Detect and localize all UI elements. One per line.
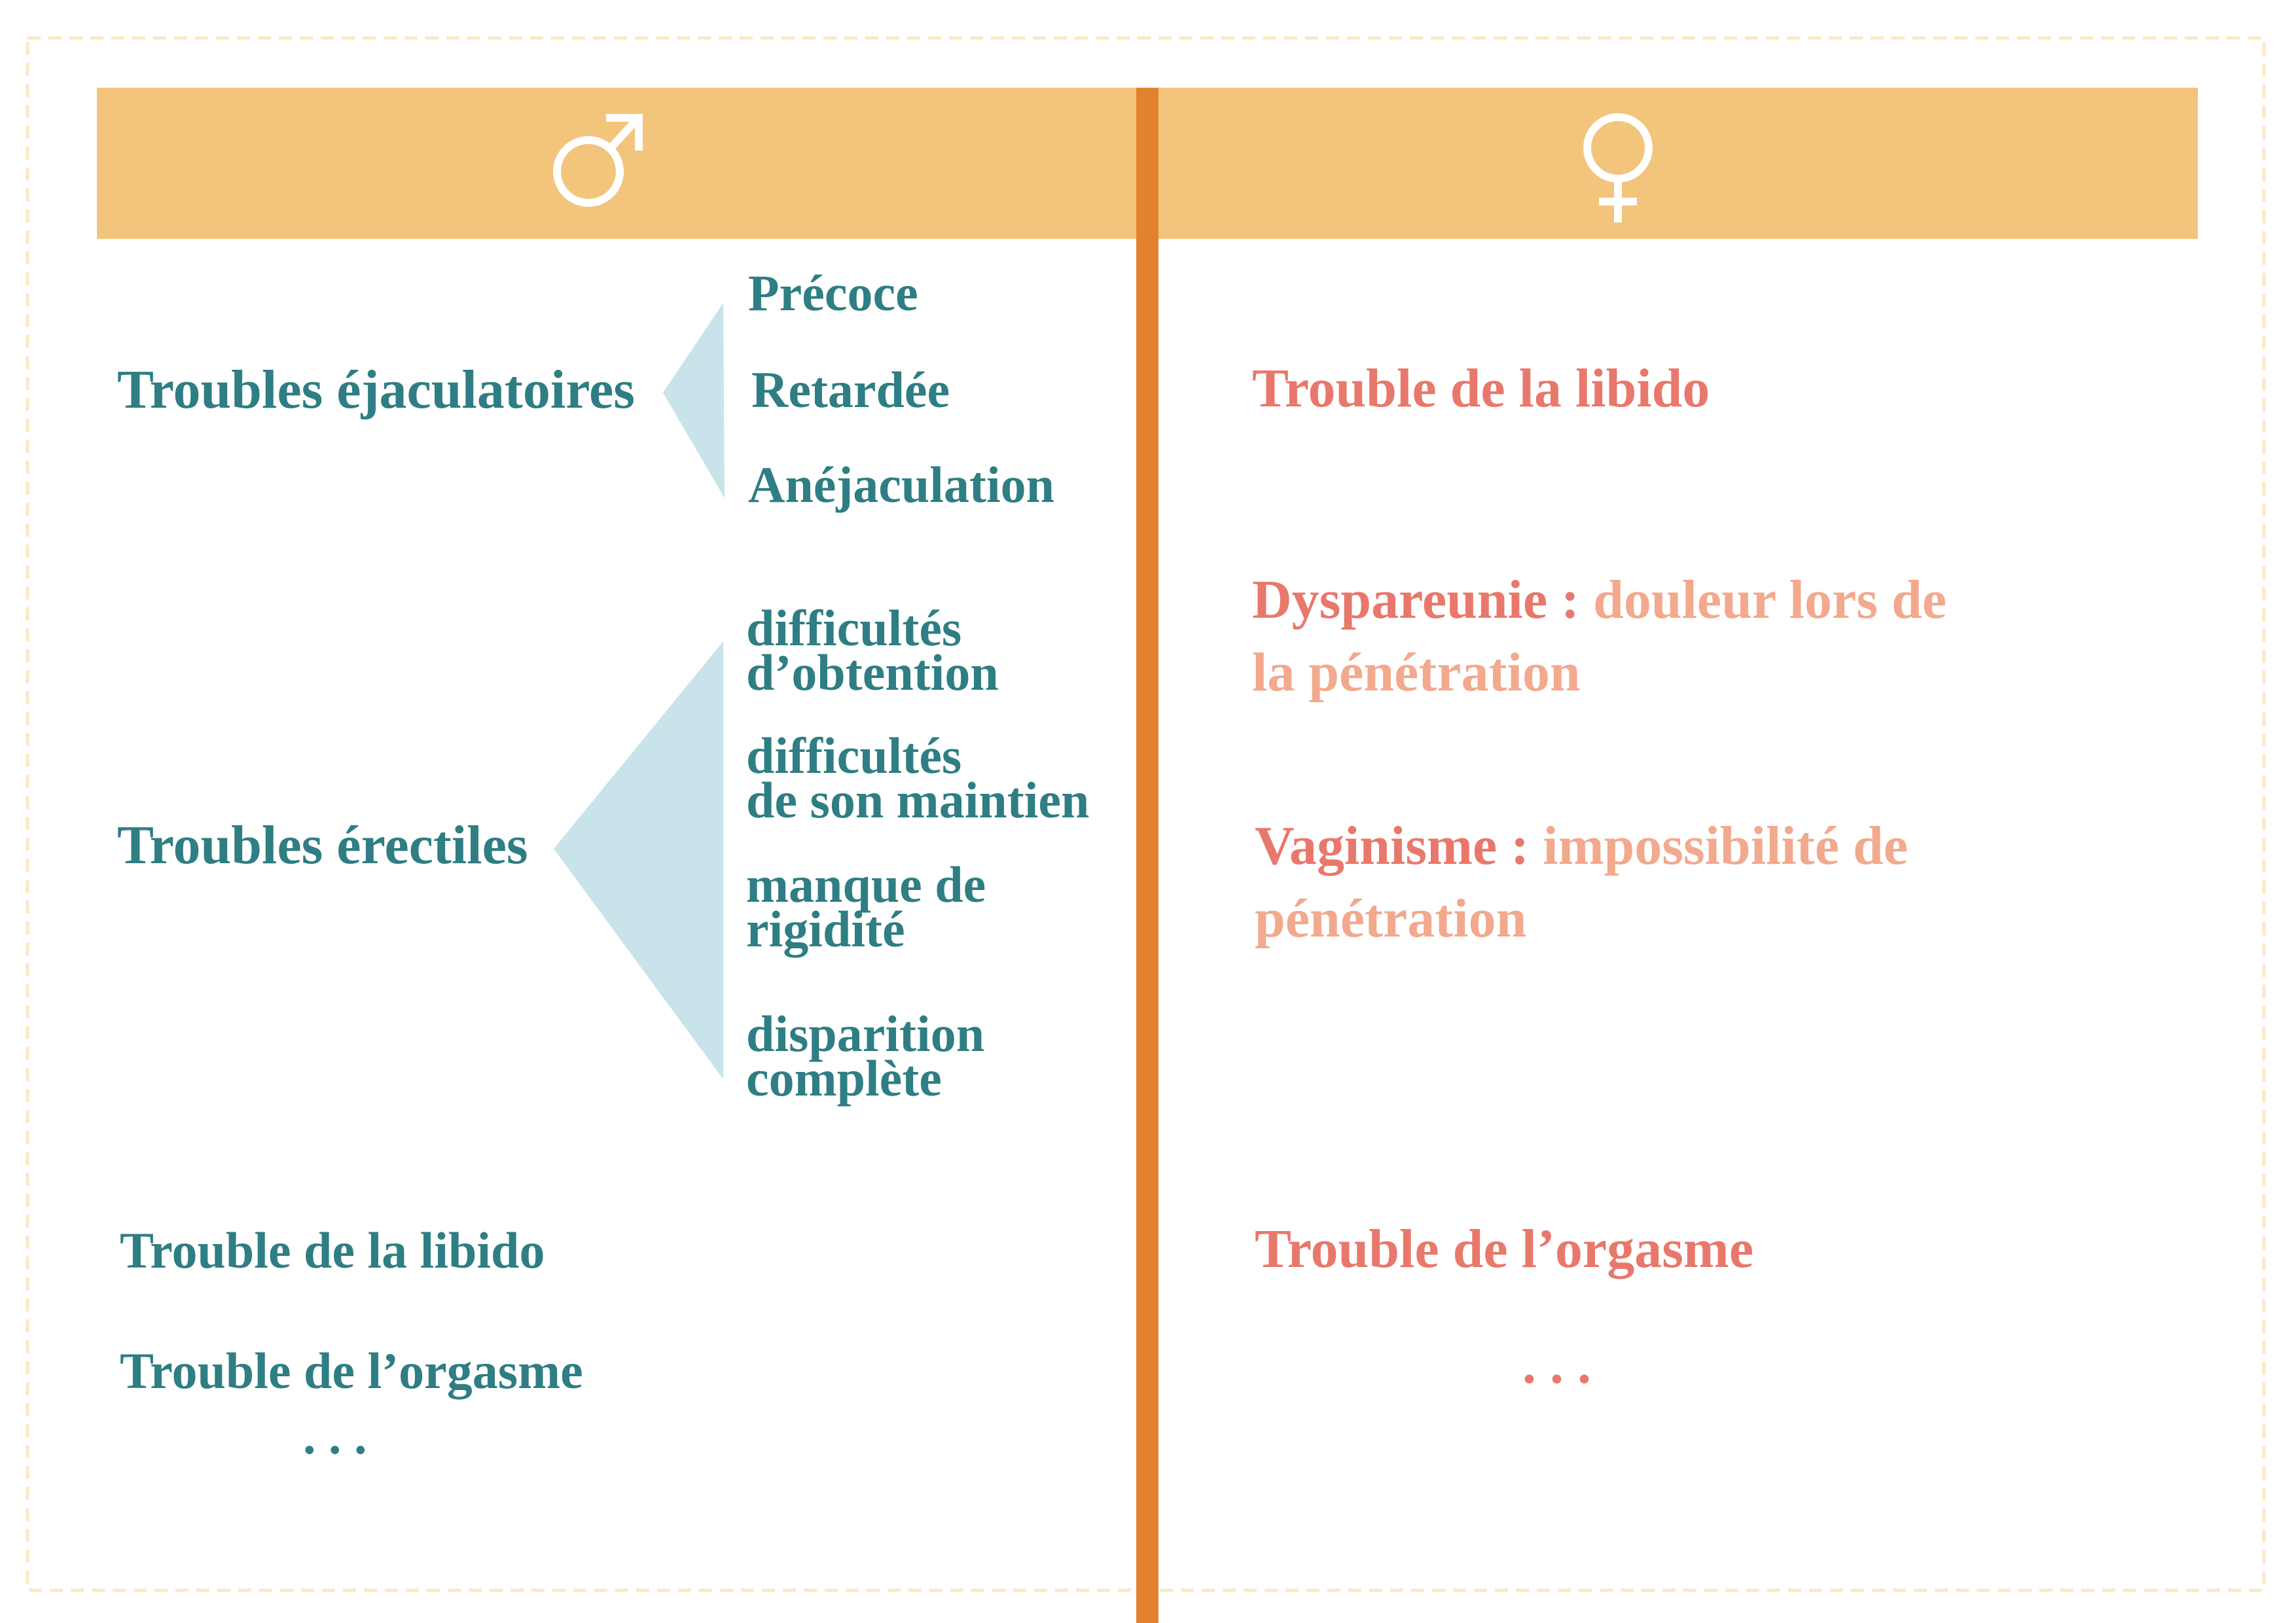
- erectile-item-line: difficultés: [746, 599, 962, 656]
- female-libido-disorder: Trouble de la libido: [1252, 358, 1710, 419]
- female-ellipsis: . . .: [1522, 1334, 1591, 1395]
- erectile-item-line: d’obtention: [746, 644, 999, 701]
- male-symbol-icon: [557, 118, 639, 203]
- dyspareunia-definition-line-2: la pénétration: [1252, 642, 1581, 703]
- erectile-item-line: rigidité: [746, 901, 905, 957]
- erectile-item-complete-loss: [746, 1005, 985, 1107]
- dyspareunia-definition-line-1: douleur lors de: [1593, 569, 1947, 630]
- vaginismus-term: Vaginisme :: [1255, 815, 1530, 876]
- erectile-disorders-label: Troubles érectiles: [117, 815, 528, 876]
- erectile-item-obtaining: [746, 599, 999, 701]
- erectile-item-maintaining: [746, 727, 1090, 829]
- erectile-item-line: manque de: [746, 856, 986, 913]
- dyspareunia-term: Dyspareunie :: [1252, 569, 1580, 630]
- vaginismus-definition-line-2: pénétration: [1255, 888, 1527, 949]
- erectile-item-line: complète: [746, 1050, 942, 1107]
- ejaculatory-item-premature: Précoce: [748, 264, 918, 321]
- erectile-item-line: de son maintien: [746, 772, 1090, 829]
- vaginismus-entry: [1255, 810, 1908, 955]
- erectile-item-line: disparition: [746, 1005, 985, 1062]
- male-orgasm-disorder: Trouble de l’orgasme: [120, 1342, 583, 1399]
- ejaculatory-disorders-label: Troubles éjaculatoires: [117, 359, 635, 420]
- vaginismus-definition-line-1: impossibilité de: [1543, 815, 1908, 876]
- erectile-item-line: difficultés: [746, 727, 962, 784]
- ejaculatory-item-anejaculation: Anéjaculation: [748, 456, 1054, 513]
- male-libido-disorder: Trouble de la libido: [120, 1222, 545, 1279]
- female-orgasm-disorder: Trouble de l’orgasme: [1255, 1219, 1754, 1279]
- male-ellipsis: . . .: [303, 1408, 367, 1465]
- dyspareunia-entry: [1252, 563, 1946, 709]
- female-symbol-icon: [1587, 117, 1649, 223]
- ejaculatory-item-delayed: Retardée: [751, 361, 950, 418]
- erectile-item-rigidity: [746, 856, 986, 957]
